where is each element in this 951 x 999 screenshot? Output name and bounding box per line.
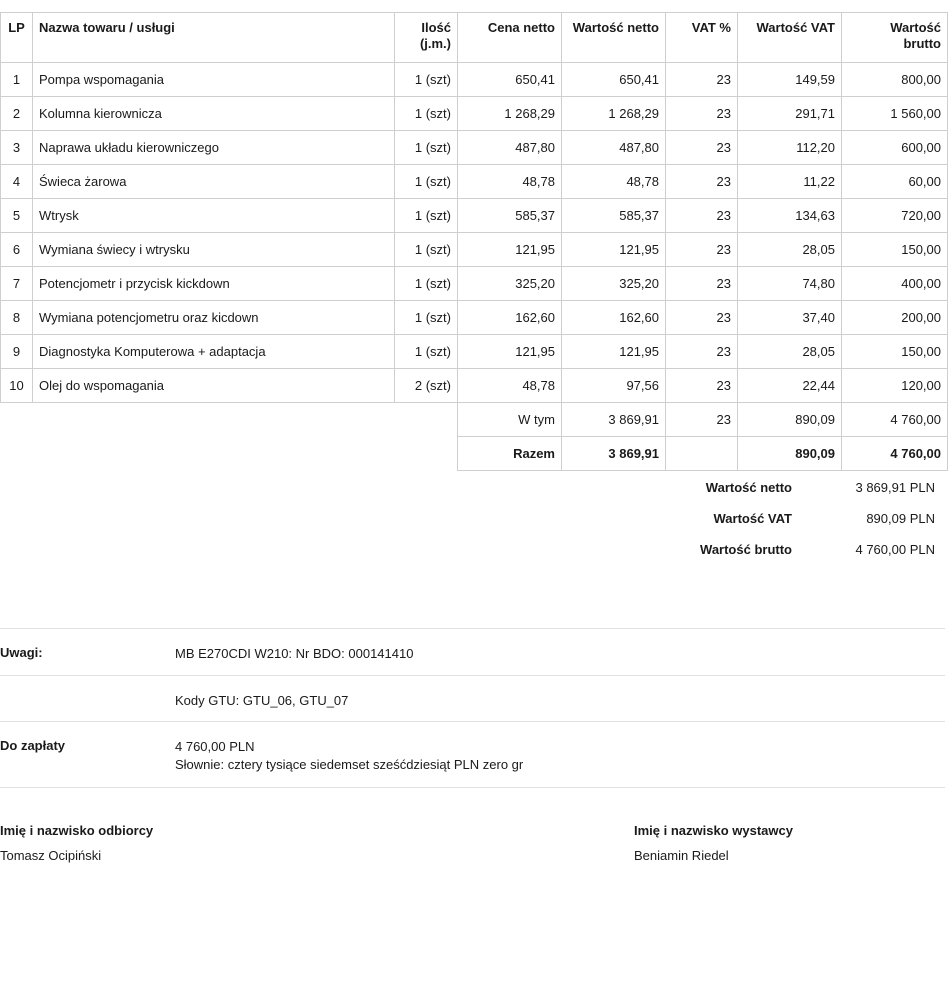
cell-qty: 1 (szt) xyxy=(395,165,458,199)
cell-name: Świeca żarowa xyxy=(33,165,395,199)
cell-net-price: 121,95 xyxy=(458,335,562,369)
cell-net-value: 121,95 xyxy=(562,335,666,369)
in-which-net-value: 3 869,91 xyxy=(562,403,666,437)
blank-cell xyxy=(1,403,458,437)
header-vat-value: Wartość VAT xyxy=(738,13,842,63)
table-row xyxy=(1,369,948,403)
cell-lp: 10 xyxy=(1,369,33,403)
table-row xyxy=(1,335,948,369)
header-net-value: Wartość netto xyxy=(562,13,666,63)
header-qty-line2: (j.m.) xyxy=(419,36,451,51)
table-row xyxy=(1,301,948,335)
table-row xyxy=(1,233,948,267)
cell-net-price: 650,41 xyxy=(458,63,562,97)
in-which-label: W tym xyxy=(458,403,562,437)
summary-net-row xyxy=(640,478,940,509)
cell-net-value: 162,60 xyxy=(562,301,666,335)
cell-gross: 800,00 xyxy=(842,63,948,97)
summary-vat-row xyxy=(640,509,940,540)
cell-net-value: 325,20 xyxy=(562,267,666,301)
cell-qty: 1 (szt) xyxy=(395,267,458,301)
issuer-label: Imię i nazwisko wystawcy xyxy=(634,823,793,838)
summary-net-value: 3 869,91 PLN xyxy=(855,480,935,495)
payment-amount: 4 760,00 PLN xyxy=(175,739,255,754)
divider xyxy=(0,721,945,722)
remarks-line2: Kody GTU: GTU_06, GTU_07 xyxy=(175,693,349,708)
cell-net-value: 1 268,29 xyxy=(562,97,666,131)
cell-gross: 120,00 xyxy=(842,369,948,403)
cell-lp: 2 xyxy=(1,97,33,131)
cell-vat-pct: 23 xyxy=(666,97,738,131)
header-gross xyxy=(842,13,948,63)
cell-vat-value: 74,80 xyxy=(738,267,842,301)
cell-name: Olej do wspomagania xyxy=(33,369,395,403)
cell-net-price: 162,60 xyxy=(458,301,562,335)
total-gross: 4 760,00 xyxy=(842,437,948,471)
cell-net-value: 650,41 xyxy=(562,63,666,97)
total-label: Razem xyxy=(458,437,562,471)
cell-vat-value: 28,05 xyxy=(738,233,842,267)
cell-gross: 720,00 xyxy=(842,199,948,233)
in-which-row xyxy=(1,403,948,437)
header-gross-line2: brutto xyxy=(903,36,941,51)
header-net-price: Cena netto xyxy=(458,13,562,63)
cell-lp: 9 xyxy=(1,335,33,369)
cell-net-price: 121,95 xyxy=(458,233,562,267)
cell-name: Wtrysk xyxy=(33,199,395,233)
cell-gross: 150,00 xyxy=(842,335,948,369)
divider xyxy=(0,787,945,788)
in-which-vat-value: 890,09 xyxy=(738,403,842,437)
cell-lp: 6 xyxy=(1,233,33,267)
cell-qty: 1 (szt) xyxy=(395,301,458,335)
cell-vat-value: 37,40 xyxy=(738,301,842,335)
cell-net-price: 487,80 xyxy=(458,131,562,165)
cell-lp: 1 xyxy=(1,63,33,97)
summary-vat-label: Wartość VAT xyxy=(713,511,792,526)
cell-name: Potencjometr i przycisk kickdown xyxy=(33,267,395,301)
table-row xyxy=(1,97,948,131)
cell-gross: 150,00 xyxy=(842,233,948,267)
cell-vat-value: 28,05 xyxy=(738,335,842,369)
cell-vat-pct: 23 xyxy=(666,267,738,301)
cell-qty: 1 (szt) xyxy=(395,233,458,267)
cell-qty: 1 (szt) xyxy=(395,199,458,233)
cell-lp: 8 xyxy=(1,301,33,335)
table-row xyxy=(1,267,948,301)
table-header-row xyxy=(1,13,948,63)
summary-gross-value: 4 760,00 PLN xyxy=(855,542,935,557)
summary-vat-value: 890,09 PLN xyxy=(866,511,935,526)
total-net-value: 3 869,91 xyxy=(562,437,666,471)
cell-name: Diagnostyka Komputerowa + adaptacja xyxy=(33,335,395,369)
cell-net-value: 97,56 xyxy=(562,369,666,403)
summary-gross-row xyxy=(640,540,940,571)
cell-vat-pct: 23 xyxy=(666,335,738,369)
cell-vat-pct: 23 xyxy=(666,63,738,97)
cell-net-value: 585,37 xyxy=(562,199,666,233)
cell-qty: 2 (szt) xyxy=(395,369,458,403)
cell-vat-pct: 23 xyxy=(666,233,738,267)
cell-vat-value: 112,20 xyxy=(738,131,842,165)
header-lp: LP xyxy=(1,13,33,63)
cell-net-price: 48,78 xyxy=(458,369,562,403)
cell-net-price: 1 268,29 xyxy=(458,97,562,131)
cell-net-value: 121,95 xyxy=(562,233,666,267)
cell-net-price: 48,78 xyxy=(458,165,562,199)
table-row xyxy=(1,199,948,233)
recipient-name: Tomasz Ocipiński xyxy=(0,848,102,863)
in-which-gross: 4 760,00 xyxy=(842,403,948,437)
cell-name: Pompa wspomagania xyxy=(33,63,395,97)
cell-vat-pct: 23 xyxy=(666,301,738,335)
cell-net-value: 487,80 xyxy=(562,131,666,165)
cell-qty: 1 (szt) xyxy=(395,97,458,131)
cell-vat-value: 11,22 xyxy=(738,165,842,199)
cell-gross: 60,00 xyxy=(842,165,948,199)
cell-name: Wymiana potencjometru oraz kicdown xyxy=(33,301,395,335)
summary-block xyxy=(640,478,940,571)
divider xyxy=(0,675,945,676)
cell-qty: 1 (szt) xyxy=(395,335,458,369)
remarks-line1: MB E270CDI W210: Nr BDO: 000141410 xyxy=(175,646,414,661)
header-vat-pct: VAT % xyxy=(666,13,738,63)
cell-vat-value: 134,63 xyxy=(738,199,842,233)
table-row xyxy=(1,165,948,199)
header-gross-line1: Wartość xyxy=(890,20,941,35)
table-row xyxy=(1,131,948,165)
in-which-vat-pct: 23 xyxy=(666,403,738,437)
summary-gross-label: Wartość brutto xyxy=(700,542,792,557)
cell-vat-value: 291,71 xyxy=(738,97,842,131)
invoice-items-table xyxy=(0,12,948,471)
cell-net-value: 48,78 xyxy=(562,165,666,199)
cell-lp: 4 xyxy=(1,165,33,199)
table-row xyxy=(1,63,948,97)
cell-lp: 3 xyxy=(1,131,33,165)
cell-vat-pct: 23 xyxy=(666,131,738,165)
cell-qty: 1 (szt) xyxy=(395,131,458,165)
cell-lp: 5 xyxy=(1,199,33,233)
cell-vat-pct: 23 xyxy=(666,199,738,233)
cell-name: Naprawa układu kierowniczego xyxy=(33,131,395,165)
cell-qty: 1 (szt) xyxy=(395,63,458,97)
cell-net-price: 585,37 xyxy=(458,199,562,233)
cell-name: Wymiana świecy i wtrysku xyxy=(33,233,395,267)
payment-in-words: Słownie: cztery tysiące siedemset sześćdziesiąt PLN zero gr xyxy=(175,757,524,772)
remarks-label: Uwagi: xyxy=(0,645,43,660)
header-qty-line1: Ilość xyxy=(421,20,451,35)
header-qty xyxy=(395,13,458,63)
cell-vat-value: 149,59 xyxy=(738,63,842,97)
cell-gross: 1 560,00 xyxy=(842,97,948,131)
cell-vat-value: 22,44 xyxy=(738,369,842,403)
cell-gross: 200,00 xyxy=(842,301,948,335)
issuer-name: Beniamin Riedel xyxy=(634,848,729,863)
divider xyxy=(0,628,945,629)
recipient-label: Imię i nazwisko odbiorcy xyxy=(0,823,154,838)
total-row xyxy=(1,437,948,471)
cell-net-price: 325,20 xyxy=(458,267,562,301)
payment-label: Do zapłaty xyxy=(0,738,66,753)
blank-cell xyxy=(1,437,458,471)
cell-name: Kolumna kierownicza xyxy=(33,97,395,131)
cell-vat-pct: 23 xyxy=(666,165,738,199)
header-name: Nazwa towaru / usługi xyxy=(33,13,395,63)
cell-gross: 600,00 xyxy=(842,131,948,165)
cell-gross: 400,00 xyxy=(842,267,948,301)
total-vat-pct-empty xyxy=(666,437,738,471)
total-vat-value: 890,09 xyxy=(738,437,842,471)
cell-vat-pct: 23 xyxy=(666,369,738,403)
cell-lp: 7 xyxy=(1,267,33,301)
summary-net-label: Wartość netto xyxy=(705,480,792,495)
